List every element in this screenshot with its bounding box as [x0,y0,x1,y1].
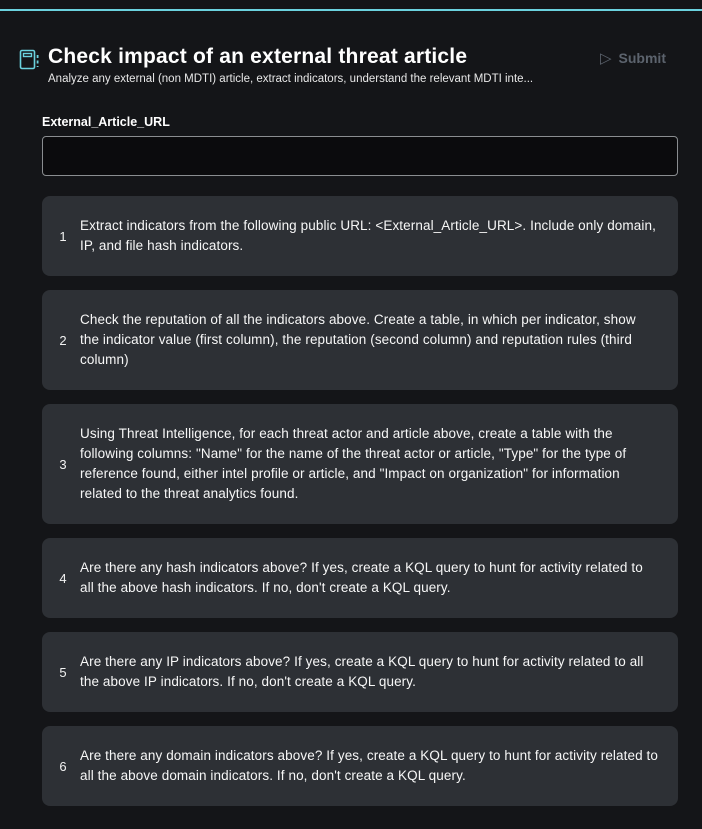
step-number: 3 [59,456,67,472]
prompt-step-5 [42,632,678,712]
step-text: Are there any IP indicators above? If yes, create a KQL query to hunt for activity related to all the above IP indicators. If no, don't create a KQL query. [80,654,644,689]
url-field-label: External_Article_URL [42,115,170,129]
input-section [0,115,702,176]
step-text: Are there any hash indicators above? If yes, create a KQL query to hunt for activity related to all the above hash indicators. If no, don't create a KQL query. [80,560,643,595]
top-accent-line [0,9,702,11]
step-text: Extract indicators from the following public URL: <External_Article_URL>. Include only domain, IP, and file hash indicators. [80,218,656,253]
step-text: Are there any domain indicators above? If yes, create a KQL query to hunt for activity related to all the above domain indicators. If no, don't create a KQL query. [80,748,659,783]
prompt-step-4 [42,538,678,618]
step-text: Using Threat Intelligence, for each threat actor and article above, create a table with the following columns: "Name" for the name of the threat actor or article, "Type" for the type of reference found, either intel profile or article, and "Impact on organization" for information related to the threat analytics found. [80,426,627,501]
promptbook-icon [16,47,42,78]
play-icon: ▷ [600,49,612,67]
step-text: Check the reputation of all the indicators above. Create a table, in which per indicator, show the indicator value (first column), the reputation (second column) and reputation rules (third column) [80,312,636,367]
submit-button[interactable] [600,50,666,66]
step-number: 4 [59,570,67,586]
page-title: Check impact of an external threat article [48,45,468,68]
step-number: 2 [59,332,67,348]
prompt-steps-list [0,196,702,806]
page-subtitle: Analyze any external (non MDTI) article, extract indicators, understand the relevant MDTI inte... [48,73,534,85]
submit-label: Submit [618,50,666,66]
step-number: 6 [59,758,67,774]
external-article-url-input[interactable] [42,136,678,176]
step-number: 5 [59,664,67,680]
prompt-step-2 [42,290,678,390]
step-number: 1 [59,228,67,244]
header [0,0,702,85]
prompt-step-6 [42,726,678,806]
prompt-step-3 [42,404,678,524]
prompt-step-1 [42,196,678,276]
